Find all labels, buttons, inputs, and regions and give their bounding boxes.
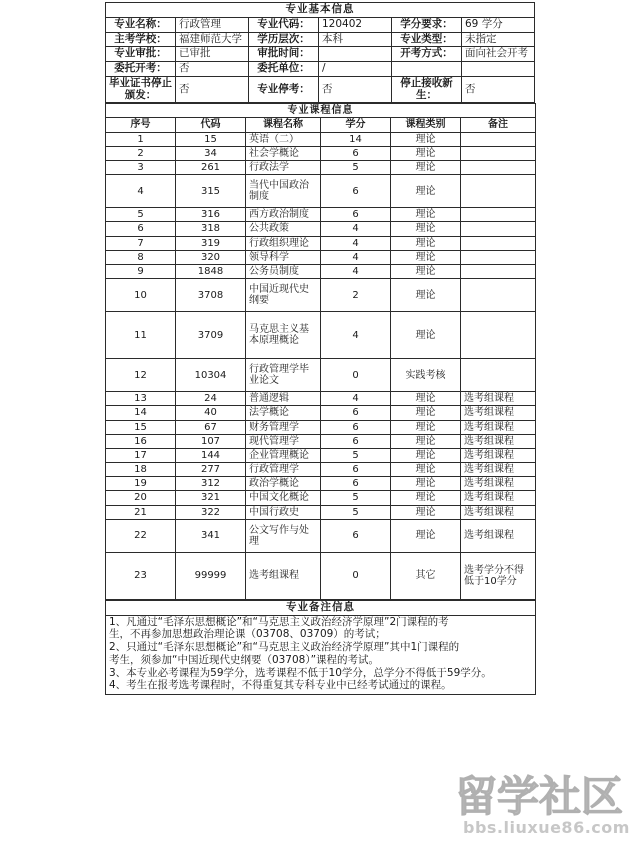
field-label-stop-new-students: 停止接收新生：	[392, 76, 462, 103]
field-label-empty	[392, 62, 462, 77]
course-note: 选考组课程	[461, 448, 536, 462]
field-value-major-code: 120402	[319, 17, 392, 32]
table-row	[106, 392, 536, 406]
course-no: 16	[106, 434, 176, 448]
basic-info-section-header	[106, 3, 535, 18]
field-label-approval-time: 审批时间：	[249, 47, 319, 62]
course-table-header-row	[106, 118, 536, 132]
course-code: 99999	[176, 552, 246, 599]
course-code: 318	[176, 222, 246, 236]
course-credit: 14	[321, 132, 391, 146]
course-note: 选考组课程	[461, 505, 536, 519]
course-code: 24	[176, 392, 246, 406]
column-header-code: 代码	[176, 118, 246, 132]
course-note	[461, 208, 536, 222]
course-name: 行政组织理论	[246, 236, 321, 250]
field-value-education-level: 本科	[319, 32, 392, 47]
course-no: 18	[106, 463, 176, 477]
column-header-credit: 学分	[321, 118, 391, 132]
remark-line: 4、考生在报考选考课程时，不得重复其专科专业中已经考试通过的课程。	[109, 679, 452, 692]
course-no: 20	[106, 491, 176, 505]
course-credit: 4	[321, 312, 391, 359]
course-credit: 5	[321, 505, 391, 519]
course-credit: 6	[321, 208, 391, 222]
basic-info-table	[105, 2, 535, 103]
watermark-sub-text: bbs.liuxue86.com	[463, 818, 630, 837]
field-value-approval-time	[319, 47, 392, 62]
course-name: 选考组课程	[246, 552, 321, 599]
course-note	[461, 264, 536, 278]
watermark	[455, 772, 640, 852]
course-no: 7	[106, 236, 176, 250]
course-credit: 2	[321, 279, 391, 312]
course-note	[461, 222, 536, 236]
field-label-host-school: 主考学校：	[106, 32, 176, 47]
course-name: 普通逻辑	[246, 392, 321, 406]
course-note: 选考组课程	[461, 392, 536, 406]
course-credit: 6	[321, 146, 391, 160]
course-code: 316	[176, 208, 246, 222]
course-credit: 6	[321, 477, 391, 491]
course-no: 5	[106, 208, 176, 222]
course-code: 341	[176, 519, 246, 552]
course-info-section-header	[106, 104, 536, 118]
course-credit: 4	[321, 236, 391, 250]
table-row	[106, 359, 536, 392]
table-row	[106, 17, 535, 32]
course-category: 理论	[391, 250, 461, 264]
table-row	[106, 448, 536, 462]
course-name: 中国文化概论	[246, 491, 321, 505]
course-credit: 0	[321, 552, 391, 599]
course-code: 34	[176, 146, 246, 160]
course-name: 当代中国政治制度	[246, 175, 321, 208]
basic-info-title: 专业基本信息	[106, 3, 535, 18]
course-note: 选考组课程	[461, 434, 536, 448]
course-no: 9	[106, 264, 176, 278]
field-value-empty	[462, 62, 535, 77]
course-no: 2	[106, 146, 176, 160]
course-credit: 6	[321, 175, 391, 208]
field-value-major-approval: 已审批	[176, 47, 249, 62]
field-value-credit-requirement: 69 学分	[462, 17, 535, 32]
field-label-major-suspended: 专业停考：	[249, 76, 319, 103]
course-no: 23	[106, 552, 176, 599]
course-code: 321	[176, 491, 246, 505]
course-credit: 6	[321, 519, 391, 552]
course-no: 21	[106, 505, 176, 519]
course-name: 社会学概论	[246, 146, 321, 160]
course-category: 其它	[391, 552, 461, 599]
table-row	[106, 491, 536, 505]
course-note: 选考组课程	[461, 491, 536, 505]
course-note	[461, 132, 536, 146]
course-category: 理论	[391, 146, 461, 160]
course-name: 行政管理学毕业论文	[246, 359, 321, 392]
column-header-category: 课程类别	[391, 118, 461, 132]
table-row	[106, 146, 536, 160]
course-code: 144	[176, 448, 246, 462]
course-no: 15	[106, 420, 176, 434]
table-row	[106, 264, 536, 278]
table-row	[106, 208, 536, 222]
course-category: 理论	[391, 434, 461, 448]
table-row	[106, 62, 535, 77]
course-no: 1	[106, 132, 176, 146]
field-value-entrusted-exam: 否	[176, 62, 249, 77]
course-note	[461, 161, 536, 175]
course-note	[461, 175, 536, 208]
course-name: 行政管理学	[246, 463, 321, 477]
course-category: 理论	[391, 392, 461, 406]
table-row	[106, 47, 535, 62]
table-row	[106, 76, 535, 103]
course-name: 公共政策	[246, 222, 321, 236]
course-name: 现代管理学	[246, 434, 321, 448]
course-name: 法学概论	[246, 406, 321, 420]
field-value-major-suspended: 否	[319, 76, 392, 103]
course-name: 西方政治制度	[246, 208, 321, 222]
remarks-table	[105, 600, 536, 695]
course-no: 22	[106, 519, 176, 552]
course-code: 322	[176, 505, 246, 519]
table-row	[106, 463, 536, 477]
course-no: 17	[106, 448, 176, 462]
course-note	[461, 312, 536, 359]
field-value-exam-mode: 面向社会开考	[462, 47, 535, 62]
table-row	[106, 519, 536, 552]
field-label-major-type: 专业类型：	[392, 32, 462, 47]
field-value-host-school: 福建师范大学	[176, 32, 249, 47]
table-row	[106, 420, 536, 434]
course-code: 277	[176, 463, 246, 477]
course-name: 马克思主义基本原理概论	[246, 312, 321, 359]
course-credit: 5	[321, 161, 391, 175]
field-value-diploma-stopped: 否	[176, 76, 249, 103]
field-value-entrusted-unit: /	[319, 62, 392, 77]
field-label-entrusted-exam: 委托开考：	[106, 62, 176, 77]
field-value-major-type: 未指定	[462, 32, 535, 47]
field-label-entrusted-unit: 委托单位：	[249, 62, 319, 77]
column-header-name: 课程名称	[246, 118, 321, 132]
course-category: 理论	[391, 463, 461, 477]
course-credit: 4	[321, 264, 391, 278]
course-name: 公务员制度	[246, 264, 321, 278]
column-header-note: 备注	[461, 118, 536, 132]
course-name: 公文写作与处理	[246, 519, 321, 552]
course-credit: 6	[321, 463, 391, 477]
remark-line: 3、本专业必考课程为59学分，选考课程不低于10学分，总学分不得低于59学分。	[109, 666, 492, 679]
course-info-table	[105, 103, 536, 600]
course-name: 中国行政史	[246, 505, 321, 519]
course-credit: 6	[321, 420, 391, 434]
course-no: 19	[106, 477, 176, 491]
course-credit: 5	[321, 448, 391, 462]
remark-line: 2、只通过“毛泽东思想概论”和“马克思主义政治经济学原理”其中1门课程的	[109, 641, 460, 654]
table-row	[106, 312, 536, 359]
course-name: 中国近现代史纲要	[246, 279, 321, 312]
course-category: 理论	[391, 161, 461, 175]
table-row	[106, 32, 535, 47]
field-value-major-name: 行政管理	[176, 17, 249, 32]
course-no: 3	[106, 161, 176, 175]
course-category: 理论	[391, 208, 461, 222]
course-category: 理论	[391, 505, 461, 519]
course-note	[461, 359, 536, 392]
field-value-stop-new-students: 否	[462, 76, 535, 103]
course-note: 选考组课程	[461, 477, 536, 491]
table-row	[106, 552, 536, 599]
course-code: 40	[176, 406, 246, 420]
course-credit: 4	[321, 250, 391, 264]
remark-line: 1、凡通过“毛泽东思想概论”和“马克思主义政治经济学原理”2门课程的考	[109, 615, 449, 628]
course-code: 3708	[176, 279, 246, 312]
course-no: 6	[106, 222, 176, 236]
course-category: 理论	[391, 477, 461, 491]
course-category: 理论	[391, 312, 461, 359]
table-row	[106, 250, 536, 264]
course-category: 理论	[391, 132, 461, 146]
remarks-body	[106, 615, 536, 695]
course-note: 选考组课程	[461, 420, 536, 434]
course-code: 10304	[176, 359, 246, 392]
table-row	[106, 161, 536, 175]
course-credit: 0	[321, 359, 391, 392]
remark-line: 考生，须参加“中国近现代史纲要（03708）”课程的考试。	[109, 653, 380, 666]
field-label-exam-mode: 开考方式：	[392, 47, 462, 62]
course-category: 实践考核	[391, 359, 461, 392]
course-note	[461, 236, 536, 250]
document-page	[105, 2, 535, 695]
course-name: 财务管理学	[246, 420, 321, 434]
remarks-section-header	[106, 600, 536, 615]
course-credit: 5	[321, 491, 391, 505]
course-category: 理论	[391, 448, 461, 462]
course-category: 理论	[391, 406, 461, 420]
table-row	[106, 132, 536, 146]
course-no: 8	[106, 250, 176, 264]
course-category: 理论	[391, 222, 461, 236]
course-name: 行政法学	[246, 161, 321, 175]
course-no: 12	[106, 359, 176, 392]
remarks-body-row	[106, 615, 536, 695]
course-category: 理论	[391, 279, 461, 312]
course-code: 107	[176, 434, 246, 448]
course-note	[461, 250, 536, 264]
course-name: 企业管理概论	[246, 448, 321, 462]
course-no: 10	[106, 279, 176, 312]
remark-line: 生，不再参加思想政治理论课（03708、03709）的考试；	[109, 628, 386, 641]
course-code: 320	[176, 250, 246, 264]
remarks-title: 专业备注信息	[106, 600, 536, 615]
course-code: 261	[176, 161, 246, 175]
table-row	[106, 477, 536, 491]
course-note: 选考学分不得低于10学分	[461, 552, 536, 599]
table-row	[106, 222, 536, 236]
column-header-no: 序号	[106, 118, 176, 132]
course-code: 67	[176, 420, 246, 434]
course-no: 14	[106, 406, 176, 420]
course-info-title: 专业课程信息	[106, 104, 536, 118]
table-row	[106, 505, 536, 519]
field-label-credit-requirement: 学分要求：	[392, 17, 462, 32]
course-category: 理论	[391, 491, 461, 505]
course-code: 3709	[176, 312, 246, 359]
course-code: 315	[176, 175, 246, 208]
course-note: 选考组课程	[461, 463, 536, 477]
course-no: 4	[106, 175, 176, 208]
course-name: 政治学概论	[246, 477, 321, 491]
table-row	[106, 434, 536, 448]
course-no: 11	[106, 312, 176, 359]
course-credit: 4	[321, 222, 391, 236]
course-name: 英语（二）	[246, 132, 321, 146]
course-code: 312	[176, 477, 246, 491]
field-label-diploma-stopped: 毕业证书停止颁发：	[106, 76, 176, 103]
field-label-major-code: 专业代码：	[249, 17, 319, 32]
field-label-education-level: 学历层次：	[249, 32, 319, 47]
course-category: 理论	[391, 175, 461, 208]
table-row	[106, 236, 536, 250]
field-label-major-approval: 专业审批：	[106, 47, 176, 62]
course-code: 15	[176, 132, 246, 146]
course-credit: 4	[321, 392, 391, 406]
course-note	[461, 279, 536, 312]
course-note: 选考组课程	[461, 406, 536, 420]
course-note: 选考组课程	[461, 519, 536, 552]
course-code: 319	[176, 236, 246, 250]
table-row	[106, 406, 536, 420]
table-row	[106, 175, 536, 208]
course-note	[461, 146, 536, 160]
course-credit: 6	[321, 434, 391, 448]
course-name: 领导科学	[246, 250, 321, 264]
course-category: 理论	[391, 519, 461, 552]
course-no: 13	[106, 392, 176, 406]
watermark-main-text: 留学社区	[455, 772, 624, 821]
course-category: 理论	[391, 236, 461, 250]
field-label-major-name: 专业名称：	[106, 17, 176, 32]
course-category: 理论	[391, 420, 461, 434]
course-category: 理论	[391, 264, 461, 278]
course-code: 1848	[176, 264, 246, 278]
course-credit: 6	[321, 406, 391, 420]
table-row	[106, 279, 536, 312]
